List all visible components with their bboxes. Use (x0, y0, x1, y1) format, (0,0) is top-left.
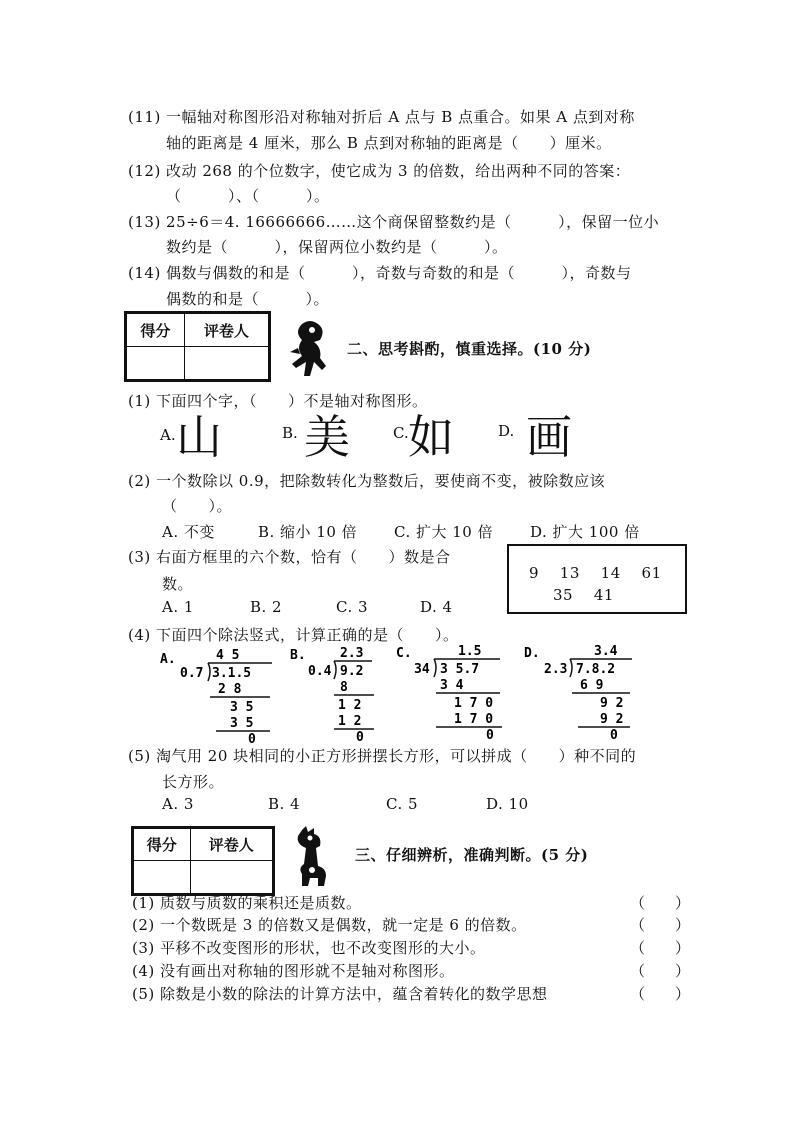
judge-item-2: (2) 一个数既是 3 的倍数又是偶数，就一定是 6 的倍数。 (132, 916, 527, 934)
q3-option-a: A. 1 (162, 598, 194, 616)
q12-line1: (12) 改动 268 的个位数字，使它成为 3 的倍数，给出两种不同的答案： (128, 162, 631, 180)
cartoon-mascot-icon (284, 318, 334, 382)
division-d-step1: 6 9 (580, 678, 604, 693)
q4-label-c: C. (396, 646, 412, 661)
q1-option-c-char: 如 (408, 410, 454, 464)
choice-q3-line1: (3) 右面方框里的六个数，恰有（ ）数是合 (128, 548, 451, 566)
division-b-quotient: 2.3 (340, 646, 364, 661)
choice-q4: (4) 下面四个除法竖式，计算正确的是（ ）。 (128, 626, 459, 644)
division-a-step1: 2 8 (218, 682, 242, 697)
q14-line1: (14) 偶数与偶数的和是（ ），奇数与奇数的和是（ ），奇数与 (128, 264, 632, 282)
score-cell[interactable] (127, 347, 185, 380)
judge-item-1: (1) 质数与质数的乘积还是质数。 (132, 894, 362, 912)
q3-option-b: B. 2 (250, 598, 283, 616)
division-a (160, 645, 280, 745)
q1-option-c-label: C. (393, 424, 409, 442)
judge-bracket-3[interactable]: （ ） (630, 939, 691, 957)
choice-q2-line2: （ ）。 (162, 497, 233, 515)
part2-heading: 二、思考斟酌，慎重选择。(10 分) (347, 340, 592, 358)
division-d-step2: 9 2 (600, 696, 624, 711)
q5-option-a: A. 3 (162, 795, 194, 813)
score-header: 得分 (134, 829, 191, 861)
choice-q1: (1) 下面四个字，（ ）不是轴对称图形。 (128, 392, 428, 410)
q13-line1: (13) 25÷6＝4. 16666666……这个商保留整数约是（ ），保留一位小 (128, 213, 660, 231)
division-c-remainder: 0 (486, 728, 494, 743)
grader-cell[interactable] (184, 347, 268, 380)
q1-option-d-label: D. (498, 422, 515, 440)
division-c-divisor: 34 (414, 662, 430, 677)
division-b (290, 645, 390, 745)
q1-option-b-label: B. (282, 424, 298, 442)
q1-option-a-label: A. (160, 426, 176, 444)
q5-option-d: D. 10 (486, 795, 529, 813)
q4-label-b: B. (290, 648, 306, 663)
q2-option-b: B. 缩小 10 倍 (258, 523, 358, 541)
q4-label-a: A. (160, 652, 176, 667)
division-d-quotient: 3.4 (594, 644, 618, 659)
choice-q2-line1: (2) 一个数除以 0.9，把除数转化为整数后，要使商不变，被除数应该 (128, 472, 606, 490)
judge-item-3: (3) 平移不改变图形的形状，也不改变图形的大小。 (132, 939, 486, 957)
division-b-step2: 1 2 (338, 698, 362, 713)
q2-option-a: A. 不变 (162, 523, 215, 541)
number-box-row1: 9 13 14 61 (529, 564, 662, 582)
q4-label-d: D. (524, 646, 540, 661)
score-header: 得分 (127, 314, 185, 347)
division-a-step2: 3 5 (230, 700, 254, 715)
division-b-step3: 1 2 (338, 714, 362, 729)
choice-q5-line2: 长方形。 (162, 773, 225, 791)
division-a-quotient: 4 5 (216, 648, 240, 663)
division-b-step1: 8 (340, 680, 348, 695)
judge-item-5: (5) 除数是小数的除法的计算方法中，蕴含着转化的数学思想 (132, 985, 548, 1003)
grader-header: 评卷人 (184, 314, 268, 347)
division-d-remainder: 0 (610, 728, 618, 743)
division-a-remainder: 0 (248, 732, 256, 745)
grader-cell[interactable] (190, 861, 272, 894)
part3-heading: 三、仔细辨析，准确判断。(5 分) (355, 846, 589, 864)
judge-bracket-4[interactable]: （ ） (630, 962, 691, 980)
division-b-divisor: 0.4 (308, 664, 332, 679)
score-cell[interactable] (134, 861, 191, 894)
judge-bracket-2[interactable]: （ ） (630, 916, 691, 934)
judge-item-4: (4) 没有画出对称轴的图形就不是轴对称图形。 (132, 962, 455, 980)
number-box (507, 544, 687, 614)
division-a-divisor: 0.7 (180, 666, 204, 681)
division-c-step2: 1 7 0 (454, 696, 494, 711)
q12-line2: （ ）、（ ）。 (166, 187, 330, 205)
number-box-row2: 35 41 (553, 586, 614, 604)
q2-option-c: C. 扩大 10 倍 (394, 523, 494, 541)
choice-q3-line2: 数。 (162, 575, 194, 593)
q13-line2: 数约是（ ），保留两位小数约是（ ）。 (166, 238, 508, 256)
division-b-remainder: 0 (356, 730, 364, 745)
division-c-step1: 3 4 (440, 678, 464, 693)
q5-option-b: B. 4 (268, 795, 301, 813)
q1-option-b-char: 美 (304, 410, 350, 464)
division-c-quotient: 1.5 (458, 644, 482, 659)
judge-bracket-1[interactable]: （ ） (630, 894, 691, 912)
q3-option-d: D. 4 (420, 598, 453, 616)
division-a-dividend: 3.1.5 (212, 666, 252, 681)
cartoon-giraffe-icon (288, 826, 334, 888)
q11-line2: 轴的距离是 4 厘米，那么 B 点到对称轴的距离是（ ）厘米。 (166, 134, 612, 152)
division-d (524, 643, 644, 743)
division-d-dividend: 7.8.2 (576, 662, 616, 677)
division-c-dividend: 3 5.7 (440, 662, 480, 677)
q14-line2: 偶数的和是（ ）。 (166, 290, 330, 308)
q3-option-c: C. 3 (336, 598, 369, 616)
division-c (396, 643, 516, 743)
q1-option-a-char: 山 (176, 410, 222, 464)
division-a-step3: 3 5 (230, 716, 254, 731)
division-d-divisor: 2.3 (544, 662, 568, 677)
grader-header: 评卷人 (190, 829, 272, 861)
q5-option-c: C. 5 (386, 795, 419, 813)
score-table-part3 (131, 826, 275, 896)
score-table-part2 (124, 311, 271, 382)
division-d-step3: 9 2 (600, 712, 624, 727)
judge-bracket-5[interactable]: （ ） (630, 985, 691, 1003)
q1-option-d-char: 画 (526, 410, 572, 464)
division-b-dividend: 9.2 (340, 664, 364, 679)
choice-q5-line1: (5) 淘气用 20 块相同的小正方形拼摆长方形，可以拼成（ ）种不同的 (128, 747, 637, 765)
division-c-step3: 1 7 0 (454, 712, 494, 727)
q2-option-d: D. 扩大 100 倍 (530, 523, 640, 541)
q11-line1: (11) 一幅轴对称图形沿对称轴对折后 A 点与 B 点重合。如果 A 点到对称 (128, 108, 635, 126)
